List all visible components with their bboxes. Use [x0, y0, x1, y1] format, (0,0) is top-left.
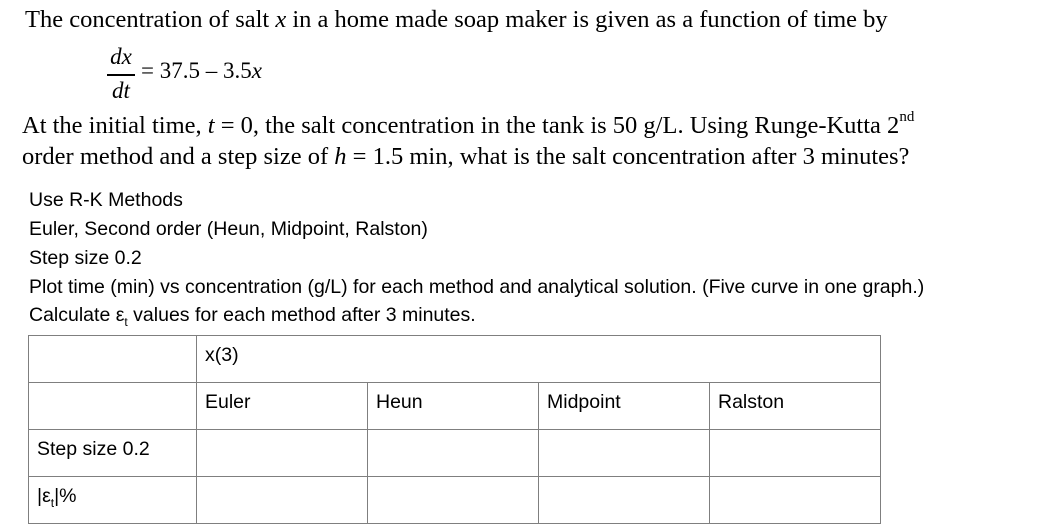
- method-ralston: Ralston: [710, 383, 881, 430]
- cell-heun-x3[interactable]: [368, 430, 539, 477]
- problem-text-1b: in a home made soap maker is given as a function of time by: [286, 6, 888, 33]
- instruction-line-4: Plot time (min) vs concentration (g/L) for each method and analytical solution. (Five curve in one graph.): [29, 276, 925, 298]
- problem-line-3: At the initial time, t = 0, the salt concentration in the tank is 50 g/L. Using Runge-Kutta 2nd: [22, 108, 915, 139]
- fraction-numerator: dx: [110, 44, 132, 69]
- fraction-bar: [107, 74, 135, 76]
- instruction-line-2: Euler, Second order (Heun, Midpoint, Ralston): [29, 218, 428, 240]
- table-corner-cell: [29, 336, 197, 383]
- table-row: [29, 477, 881, 524]
- results-table: [28, 335, 881, 524]
- equation-rhs: = 37.5 – 3.5x: [141, 58, 262, 83]
- problem-line-1: [25, 6, 888, 34]
- cell-midpoint-error[interactable]: [539, 477, 710, 524]
- table-header-row: [29, 336, 881, 383]
- instruction-line-3: Step size 0.2: [29, 247, 142, 269]
- problem-text-1a: The concentration of salt: [25, 6, 276, 33]
- table-row: [29, 430, 881, 477]
- row-label-step-size: Step size 0.2: [29, 430, 197, 477]
- problem-line-4: order method and a step size of h = 1.5 min, what is the salt concentration after 3 minutes?: [22, 143, 910, 170]
- cell-euler-error[interactable]: [197, 477, 368, 524]
- method-midpoint: Midpoint: [539, 383, 710, 430]
- fraction-denominator: dt: [112, 78, 130, 103]
- instruction-line-5-after: values for each method after 3 minutes.: [127, 304, 476, 326]
- cell-euler-x3[interactable]: [197, 430, 368, 477]
- var-x: x: [275, 6, 287, 33]
- instruction-line-5-before: Calculate ε: [29, 304, 125, 326]
- derivative-fraction: [105, 44, 137, 106]
- cell-ralston-x3[interactable]: [710, 430, 881, 477]
- instruction-line-5: [29, 304, 476, 327]
- blank-label-cell: [29, 383, 197, 430]
- method-euler: Euler: [197, 383, 368, 430]
- method-heun: Heun: [368, 383, 539, 430]
- superscript-nd: nd: [899, 108, 915, 125]
- epsilon-subscript: t: [124, 314, 128, 329]
- cell-ralston-error[interactable]: [710, 477, 881, 524]
- x3-header: x(3): [197, 336, 881, 383]
- cell-midpoint-x3[interactable]: [539, 430, 710, 477]
- instruction-line-1: Use R-K Methods: [29, 189, 183, 211]
- cell-heun-error[interactable]: [368, 477, 539, 524]
- row-label-error: $|\varepsilon_t|\%$: [29, 477, 197, 524]
- method-header-row: [29, 383, 881, 430]
